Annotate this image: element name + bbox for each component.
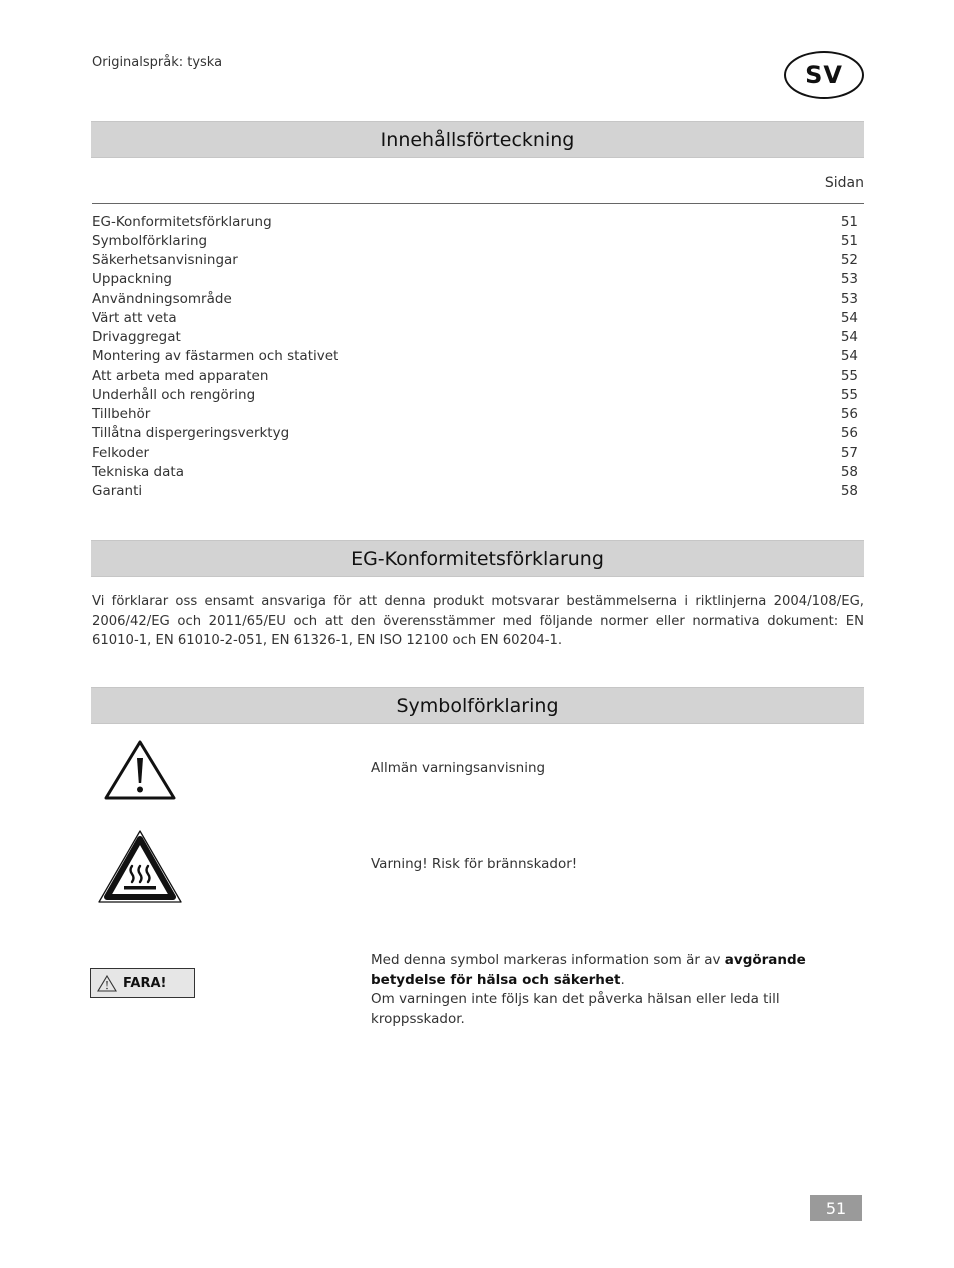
danger-text-bold: avgörande betydelse för hälsa och säkerhet <box>371 952 806 988</box>
toc-item-label: Användningsområde <box>92 290 232 307</box>
toc-item-page: 51 <box>840 213 858 230</box>
toc-item-page: 58 <box>840 483 858 500</box>
danger-text-before: Med denna symbol markeras information som är av <box>371 952 725 968</box>
toc-section-title: Innehållsförteckning <box>91 121 864 158</box>
toc-item <box>92 289 864 308</box>
toc-item-label: Tillbehör <box>92 406 151 423</box>
danger-text-line2: Om varningen inte följs kan det påverka hälsan eller leda till kroppsskador. <box>371 991 780 1027</box>
toc-item-page: 52 <box>840 252 858 269</box>
toc-divider <box>92 203 864 204</box>
danger-badge <box>90 968 195 998</box>
toc-page-column-label: Sidan <box>824 175 864 191</box>
toc-item <box>92 270 864 289</box>
toc-item <box>92 424 864 443</box>
danger-badge-label: FARA! <box>123 975 167 991</box>
toc-item <box>92 405 864 424</box>
toc-item <box>92 328 864 347</box>
danger-text-after: . <box>620 971 625 988</box>
toc-item-page: 54 <box>840 348 858 365</box>
toc-item <box>92 443 864 462</box>
toc-item-label: Drivaggregat <box>92 329 181 346</box>
toc-item <box>92 308 864 327</box>
toc-item-label: Säkerhetsanvisningar <box>92 252 238 269</box>
toc-item <box>92 366 864 385</box>
toc-item-page: 54 <box>840 329 858 346</box>
toc-item-page: 57 <box>840 444 858 461</box>
toc-item-label: Tillåtna dispergeringsverktyg <box>92 425 290 442</box>
toc-item-label: Tekniska data <box>92 463 184 480</box>
toc-item-label: Symbolförklaring <box>92 232 208 249</box>
toc-item-page: 58 <box>840 463 858 480</box>
toc-item-label: EG-Konformitetsförklarung <box>92 213 272 230</box>
symbols-section-title: Symbolförklaring <box>91 687 864 724</box>
toc-item-label: Att arbeta med apparaten <box>92 367 269 384</box>
toc-item-label: Felkoder <box>92 444 150 461</box>
toc-item-page: 55 <box>840 367 858 384</box>
language-code-badge: SV <box>784 51 864 99</box>
general-warning-text: Allmän varningsanvisning <box>371 760 546 776</box>
toc-item-page: 53 <box>840 271 858 288</box>
toc-item <box>92 212 864 231</box>
original-language-note: Originalspråk: tyska <box>92 55 223 70</box>
toc-item <box>92 385 864 404</box>
toc-item-page: 55 <box>840 386 858 403</box>
toc-item-label: Underhåll och rengöring <box>92 386 256 403</box>
danger-description <box>371 951 865 1029</box>
toc-item-page: 53 <box>840 290 858 307</box>
toc-item-label: Garanti <box>92 483 143 500</box>
toc-item <box>92 347 864 366</box>
toc-item <box>92 462 864 481</box>
toc-item-label: Värt att veta <box>92 309 177 326</box>
conformity-section-title: EG-Konformitetsförklarung <box>91 540 864 577</box>
toc-item <box>92 482 864 501</box>
toc-item <box>92 231 864 250</box>
toc-list <box>92 212 864 501</box>
toc-item-page: 56 <box>840 406 858 423</box>
toc-item-page: 51 <box>840 232 858 249</box>
conformity-text: Vi förklarar oss ensamt ansvariga för att denna produkt motsvarar bestämmelserna i riktlinjerna 2004/108/EG, 2006/42/EG och 2011/65/EU och att den överensstämmer med följande normer eller normativa dokument: EN 61010-1, EN 61010-2-051, EN 61326-1, EN ISO 12100 och EN 60204-1. <box>92 594 864 648</box>
toc-item-page: 56 <box>840 425 858 442</box>
hot-surface-text: Varning! Risk för brännskador! <box>371 856 578 872</box>
page-number: 51 <box>810 1195 862 1221</box>
toc-item-page: 54 <box>840 309 858 326</box>
toc-item-label: Uppackning <box>92 271 172 288</box>
hot-surface-warning-icon <box>97 829 183 905</box>
toc-item-label: Montering av fästarmen och stativet <box>92 348 339 365</box>
toc-item <box>92 251 864 270</box>
warning-triangle-icon <box>97 975 123 992</box>
general-warning-triangle-icon <box>104 739 176 801</box>
